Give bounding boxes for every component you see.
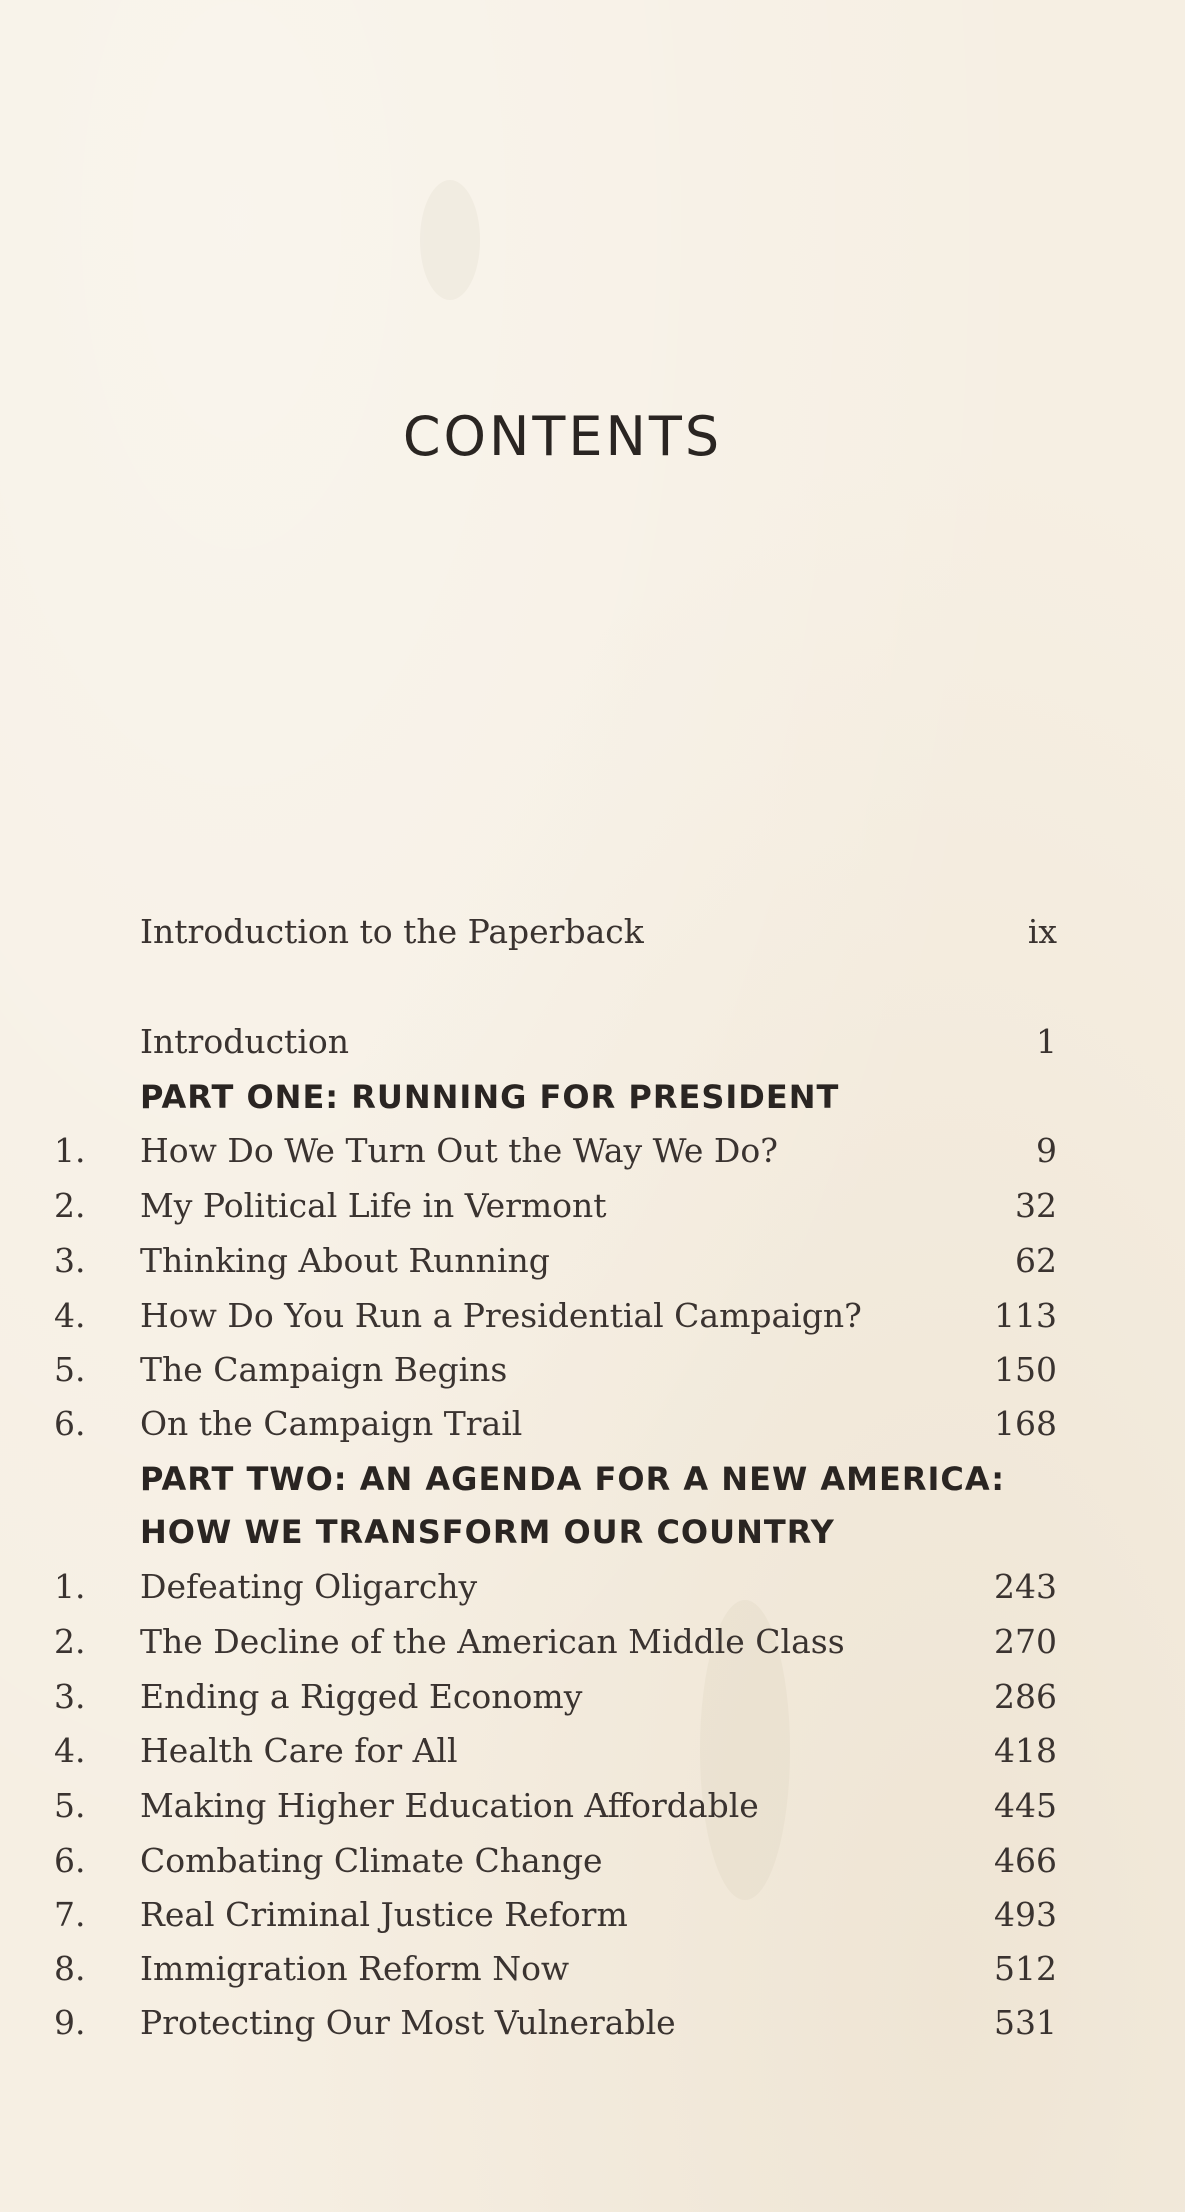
toc-entry-label: Real Criminal Justice Reform — [140, 1895, 628, 1934]
paper-smudge — [420, 180, 480, 300]
toc-entry-page: 418 — [994, 1731, 1057, 1770]
toc-entry — [0, 1677, 1185, 1731]
toc-entry-label: My Political Life in Vermont — [140, 1186, 607, 1225]
toc-entry-number: 4. — [54, 1296, 86, 1335]
toc-entry-number: 4. — [54, 1731, 86, 1770]
toc-entry-page: 113 — [994, 1296, 1057, 1335]
toc-entry-page: 32 — [1015, 1186, 1057, 1225]
toc-entry-label: Ending a Rigged Economy — [140, 1677, 583, 1716]
part-two-heading: PART TWO: AN AGENDA FOR A NEW AMERICA: — [140, 1460, 1006, 1498]
toc-entry — [0, 1786, 1185, 1840]
toc-entry-page: 243 — [994, 1567, 1057, 1606]
toc-entry-label: The Campaign Begins — [140, 1350, 508, 1389]
page-title: CONTENTS — [402, 405, 723, 468]
part-one-heading: PART ONE: RUNNING FOR PRESIDENT — [140, 1078, 840, 1116]
toc-entry-number: 1. — [54, 1131, 86, 1170]
toc-entry — [0, 1841, 1185, 1895]
toc-entry-label: Introduction to the Paperback — [140, 912, 644, 951]
toc-entry — [0, 1949, 1185, 2003]
toc-entry — [0, 1622, 1185, 1676]
toc-entry-page: 1 — [1036, 1022, 1057, 1061]
toc-entry-page: 168 — [994, 1404, 1057, 1443]
toc-entry-page: 286 — [994, 1677, 1057, 1716]
toc-entry — [0, 2003, 1185, 2057]
toc-entry — [0, 1186, 1185, 1240]
toc-entry-page: 493 — [994, 1895, 1057, 1934]
toc-entry-label: The Decline of the American Middle Class — [140, 1622, 845, 1661]
toc-entry-number: 2. — [54, 1186, 86, 1225]
toc-entry-number: 5. — [54, 1350, 86, 1389]
toc-entry — [0, 1895, 1185, 1949]
part-two-subheading: HOW WE TRANSFORM OUR COUNTRY — [140, 1513, 835, 1551]
toc-entry-label: Combating Climate Change — [140, 1841, 603, 1880]
toc-entry-number: 6. — [54, 1841, 86, 1880]
toc-entry-number: 8. — [54, 1949, 86, 1988]
toc-entry-page: 512 — [994, 1949, 1057, 1988]
toc-entry-label: Immigration Reform Now — [140, 1949, 570, 1988]
toc-entry-page: 9 — [1036, 1131, 1057, 1170]
toc-entry-label: Health Care for All — [140, 1731, 458, 1770]
toc-entry-page: 150 — [994, 1350, 1057, 1389]
toc-entry-number: 3. — [54, 1677, 86, 1716]
toc-entry — [0, 1131, 1185, 1185]
toc-entry — [0, 1350, 1185, 1404]
toc-entry-page: 270 — [994, 1622, 1057, 1661]
toc-entry-label: Defeating Oligarchy — [140, 1567, 478, 1606]
toc-entry-page: 466 — [994, 1841, 1057, 1880]
toc-entry-number: 5. — [54, 1786, 86, 1825]
toc-entry-label: On the Campaign Trail — [140, 1404, 523, 1443]
toc-entry-intro-paperback — [0, 912, 1185, 966]
toc-entry-number: 1. — [54, 1567, 86, 1606]
toc-entry-label: How Do You Run a Presidential Campaign? — [140, 1296, 862, 1335]
toc-entry — [0, 1241, 1185, 1295]
toc-entry-label: Making Higher Education Affordable — [140, 1786, 759, 1825]
toc-entry — [0, 1296, 1185, 1350]
toc-entry — [0, 1404, 1185, 1458]
toc-entry-page: 531 — [994, 2003, 1057, 2042]
toc-entry-number: 7. — [54, 1895, 86, 1934]
toc-entry-label: Protecting Our Most Vulnerable — [140, 2003, 676, 2042]
toc-entry — [0, 1567, 1185, 1621]
toc-entry-number: 2. — [54, 1622, 86, 1661]
toc-entry-number: 6. — [54, 1404, 86, 1443]
toc-entry-number: 3. — [54, 1241, 86, 1280]
toc-entry-label: How Do We Turn Out the Way We Do? — [140, 1131, 778, 1170]
toc-entry-label: Introduction — [140, 1022, 349, 1061]
toc-entry-number: 9. — [54, 2003, 86, 2042]
toc-entry-page: ix — [1027, 912, 1057, 951]
toc-entry-label: Thinking About Running — [140, 1241, 550, 1280]
toc-entry-page: 445 — [994, 1786, 1057, 1825]
toc-entry-page: 62 — [1015, 1241, 1057, 1280]
toc-entry — [0, 1731, 1185, 1785]
toc-entry-introduction — [0, 1022, 1185, 1076]
